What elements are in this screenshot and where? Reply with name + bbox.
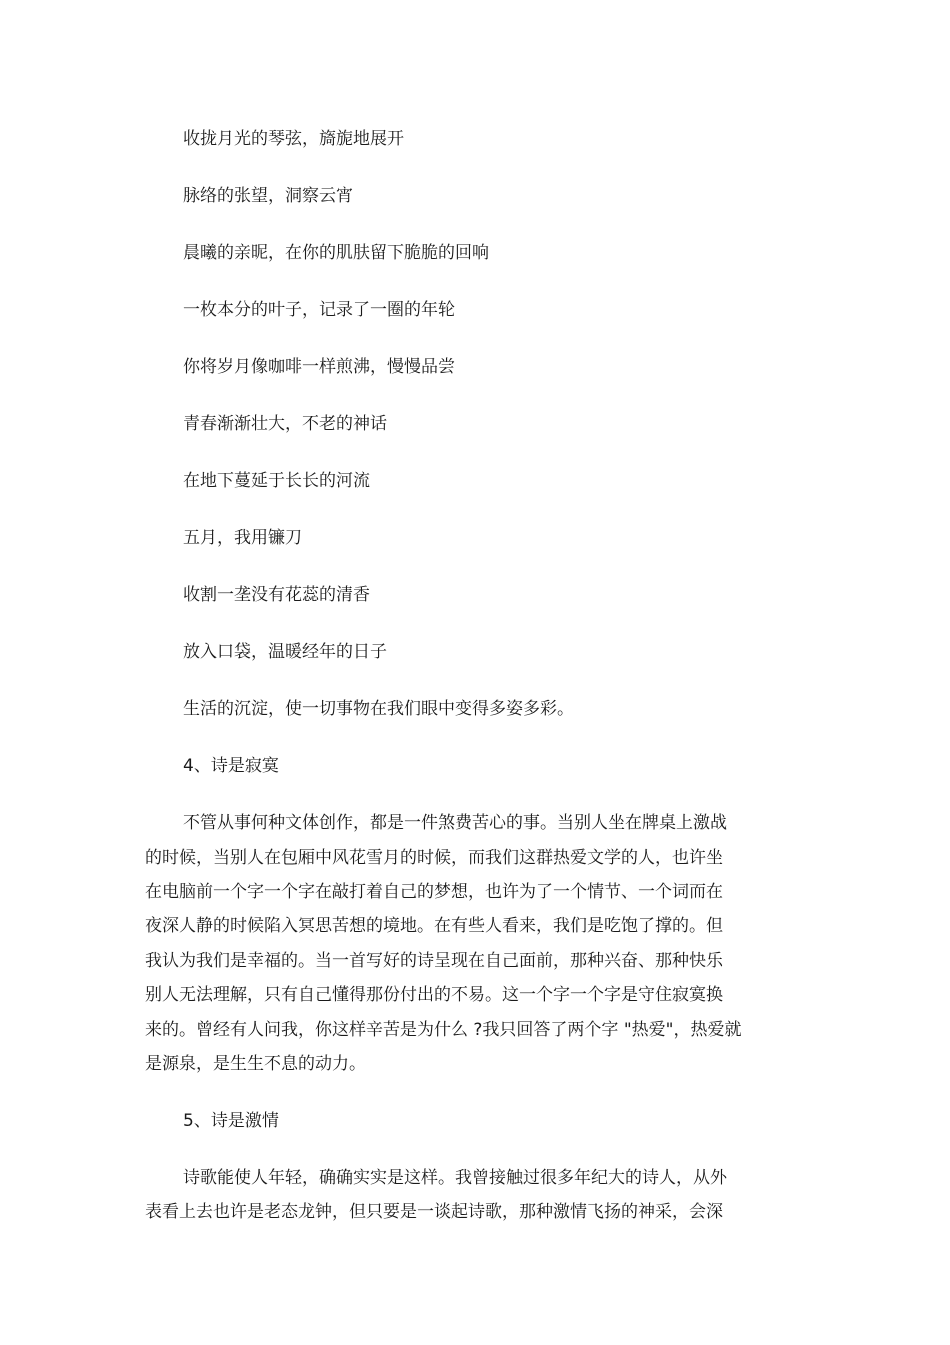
paragraph-line: 表看上去也许是老态龙钟，但只要是一谈起诗歌，那种激情飞扬的神采，会深 — [145, 1202, 723, 1222]
paragraph-line: 不管从事何种文体创作，都是一件煞费苦心的事。当别人坐在牌桌上激战 — [183, 813, 727, 833]
poem-line: 收割一垄没有花蕊的清香 — [183, 585, 370, 605]
poem-line: 放入口袋，温暖经年的日子 — [183, 642, 387, 662]
paragraph-line: 我认为我们是幸福的。当一首写好的诗呈现在自己面前，那种兴奋、那种快乐 — [145, 951, 723, 971]
poem-line: 收拢月光的琴弦，旖旎地展开 — [183, 129, 404, 149]
paragraph-line: 是源泉，是生生不息的动力。 — [145, 1054, 366, 1074]
poem-line: 五月，我用镰刀 — [183, 528, 302, 548]
section-heading-5: 5、诗是激情 — [183, 1111, 279, 1131]
paragraph-line: 别人无法理解，只有自己懂得那份付出的不易。这一个字一个字是守住寂寞换 — [145, 985, 723, 1005]
paragraph-line: 诗歌能使人年轻，确确实实是这样。我曾接触过很多年纪大的诗人，从外 — [183, 1168, 727, 1188]
paragraph-line: 的时候，当别人在包厢中风花雪月的时候，而我们这群热爱文学的人，也许坐 — [145, 848, 723, 868]
poem-line: 你将岁月像咖啡一样煎沸，慢慢品尝 — [183, 357, 455, 377]
poem-line: 脉络的张望，洞察云宵 — [183, 186, 353, 206]
poem-line: 青春渐渐壮大，不老的神话 — [183, 414, 387, 434]
poem-line: 晨曦的亲昵，在你的肌肤留下脆脆的回响 — [183, 243, 489, 263]
poem-line: 在地下蔓延于长长的河流 — [183, 471, 370, 491]
poem-line: 生活的沉淀，使一切事物在我们眼中变得多姿多彩。 — [183, 699, 574, 719]
section-heading-4: 4、诗是寂寞 — [183, 756, 279, 776]
paragraph-line: 来的。曾经有人问我，你这样辛苦是为什么 ?我只回答了两个字 "热爱"，热爱就 — [145, 1020, 742, 1040]
paragraph-line: 在电脑前一个字一个字在敲打着自己的梦想，也许为了一个情节、一个词而在 — [145, 882, 723, 902]
paragraph-line: 夜深人静的时候陷入冥思苦想的境地。在有些人看来，我们是吃饱了撑的。但 — [145, 916, 723, 936]
poem-line: 一枚本分的叶子，记录了一圈的年轮 — [183, 300, 455, 320]
